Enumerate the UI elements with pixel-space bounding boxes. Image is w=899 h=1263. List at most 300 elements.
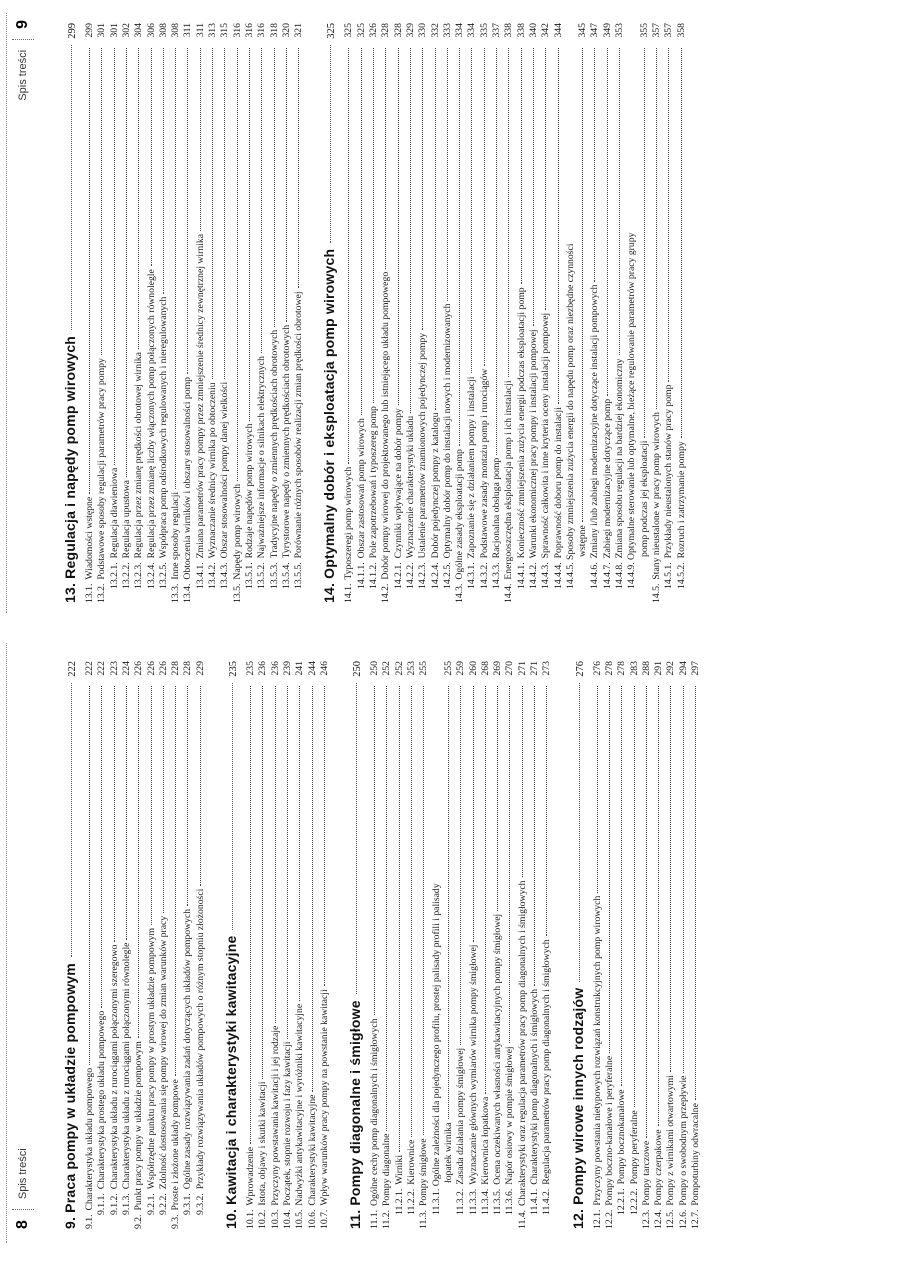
chapter-page: 250 — [352, 661, 364, 677]
toc-entry[interactable] — [256, 23, 268, 589]
entry-text: Pompy peryferalne — [628, 1110, 640, 1185]
entry-number: 12.5. — [665, 1209, 677, 1229]
toc-entry[interactable] — [468, 661, 480, 1215]
entry-number: 10.5. — [294, 1209, 306, 1229]
leader-dots — [261, 48, 262, 353]
entry-number: 14.1.1. — [355, 562, 367, 589]
entry-text: Zasada działania pompy śmigłowej — [455, 1047, 467, 1185]
entry-number: 13.4.3. — [219, 562, 231, 589]
leader-dots — [497, 686, 498, 911]
chapter-title-text: Regulacja i napędy pomp wirowych — [62, 335, 78, 579]
leader-dots — [534, 686, 535, 986]
leader-dots — [114, 48, 115, 465]
entry-number: 9.3. — [170, 1214, 182, 1229]
toc-entry[interactable] — [577, 23, 589, 557]
leader-dots — [545, 48, 546, 310]
leader-dots — [521, 48, 522, 284]
toc-entry[interactable] — [639, 23, 651, 557]
entry-text: Najważniejsze informacje o silnikach elektrycznych — [256, 356, 268, 559]
toc-entry[interactable] — [356, 23, 368, 589]
entry-text: Pompoturbiny odwracalne — [690, 1103, 701, 1206]
entry-page: 222 — [84, 661, 95, 676]
toc-entry[interactable] — [629, 661, 641, 1215]
entry-text: Ogólne zasady rozwiązywania zadań dotyczących układów pompowych — [182, 908, 194, 1190]
leader-dots — [670, 686, 671, 1072]
entry-number: 11.3.3. — [467, 1188, 479, 1215]
entry-number: 9.2. — [133, 1214, 145, 1229]
leader-dots — [485, 686, 486, 1094]
entry-number: 12.7. — [690, 1209, 701, 1229]
entry-text: Optymalny dobór pomp do instalacji nowych i modernizowanych — [441, 303, 453, 559]
toc-entry[interactable] — [293, 23, 305, 589]
chapter-title — [321, 249, 337, 603]
leader-dots — [275, 686, 276, 1023]
toc-entry[interactable] — [121, 661, 133, 1215]
toc-entry[interactable] — [504, 661, 516, 1215]
entry-page: 288 — [640, 661, 652, 676]
chapter-heading[interactable] — [321, 23, 337, 603]
chapter-number: 14. — [321, 578, 338, 603]
leader-dots — [200, 686, 201, 886]
leader-dots — [286, 48, 287, 322]
folio-divider — [12, 1209, 34, 1210]
entry-page: 292 — [665, 661, 677, 676]
entry-number: 13.5.3. — [268, 562, 280, 589]
entry-text: Dobór pojedynczej pompy z katalogu — [429, 412, 441, 559]
toc-entry[interactable] — [195, 661, 207, 1215]
toc-entry[interactable] — [528, 23, 540, 589]
toc-entry[interactable] — [281, 23, 293, 589]
toc-entry[interactable] — [466, 23, 478, 589]
leader-dots — [546, 686, 547, 936]
chapter-heading[interactable] — [347, 661, 363, 1229]
entry-page: 271 — [529, 661, 540, 676]
entry-page: 260 — [467, 661, 479, 676]
entry-text: Współrzędne punktu pracy pompy w prostym układzie pompowym — [145, 927, 157, 1190]
leader-dots — [163, 48, 164, 294]
toc-entry[interactable] — [121, 23, 133, 589]
toc-entry[interactable] — [158, 23, 170, 589]
entry-text: Pompy bocznokanałowe — [616, 1089, 628, 1185]
entry-number: 14.2.5. — [441, 562, 453, 589]
toc-entry[interactable] — [232, 23, 244, 603]
leader-dots — [200, 48, 201, 231]
leader-dots — [508, 48, 509, 377]
top-dotted-rule — [6, 13, 7, 613]
chapter-title-text: Kawitacja i charakterystyki kawitacyjne — [223, 935, 239, 1205]
entry-page: 276 — [591, 661, 603, 676]
toc-entry[interactable] — [541, 661, 553, 1215]
entry-number: 14.5. — [650, 583, 662, 603]
toc-entry[interactable] — [604, 661, 616, 1229]
leader-dots — [356, 683, 357, 995]
entry-number: 9.3.2. — [194, 1193, 206, 1215]
leader-dots — [447, 48, 448, 301]
toc-entry[interactable] — [430, 23, 442, 589]
toc-entry[interactable] — [133, 661, 145, 1229]
entry-text: Ogólne zależności dla pojedynczego profilu, prostej palisady profili i palisady — [430, 883, 442, 1189]
entry-number: 14.5.2. — [675, 562, 687, 589]
toc-entry[interactable] — [368, 23, 380, 589]
toc-entry[interactable] — [133, 23, 145, 589]
leader-dots — [361, 48, 362, 415]
leader-dots — [151, 686, 152, 925]
entry-number: 9.1. — [84, 1214, 95, 1229]
entry-text: Wyznaczanie średnicy wirnika po obtoczeniu — [207, 382, 218, 559]
toc-entry[interactable] — [443, 661, 455, 1183]
entry-number: 12.2.2. — [628, 1188, 640, 1215]
toc-entry[interactable] — [405, 23, 417, 589]
toc-entry[interactable] — [257, 661, 269, 1229]
leader-dots — [423, 686, 424, 1135]
entry-number: 14.3.1. — [466, 562, 478, 589]
toc-entry[interactable] — [651, 23, 663, 603]
entry-text: Napędy pomp wirowych — [231, 483, 243, 580]
entry-page: 239 — [281, 661, 293, 676]
entry-page: 316 — [243, 23, 255, 38]
entry-text: Porównanie różnych sposobów realizacji zmian prędkości obrotowej — [293, 291, 305, 559]
entry-number: 11.3.5. — [492, 1188, 504, 1215]
entry-page: 316 — [256, 23, 268, 38]
toc-entry[interactable] — [96, 23, 108, 603]
entry-text: Inne sposoby regulacji — [170, 491, 182, 580]
entry-text: Pompy boczno-kanałowe i peryferalne — [603, 1055, 615, 1206]
entry-text: Przykłady nieustalonych stanów pracy pomp — [663, 384, 675, 559]
leader-dots — [330, 45, 331, 243]
leader-dots — [619, 48, 620, 355]
entry-page: 338 — [503, 23, 515, 38]
toc-entry[interactable] — [553, 23, 565, 589]
entry-page: 304 — [133, 23, 145, 38]
chapter-title — [62, 963, 78, 1229]
toc-entry[interactable] — [442, 23, 454, 589]
entry-text: Obszar stosowalności pompy danej wielkości — [219, 381, 231, 559]
toc-entry[interactable] — [319, 661, 331, 1229]
leader-dots — [187, 48, 188, 374]
toc-entry-line[interactable] — [565, 243, 577, 589]
toc-entry[interactable] — [480, 661, 492, 1215]
entry-number: 14.3. — [454, 583, 466, 603]
entry-page: 332 — [429, 23, 441, 38]
toc-entry[interactable] — [394, 661, 406, 1215]
entry-text: Charakterystyka układu pompowego — [84, 1067, 95, 1211]
entry-number: 13.2. — [96, 583, 108, 603]
leader-dots — [683, 686, 684, 1073]
toc-entry[interactable] — [479, 23, 491, 589]
chapter-title — [62, 336, 78, 603]
toc-entry[interactable] — [294, 661, 306, 1229]
leader-dots — [187, 686, 188, 906]
entry-number: 14.4.2. — [527, 562, 539, 589]
leader-dots — [312, 686, 313, 1092]
toc-entry[interactable] — [307, 661, 319, 1229]
page-number: 8 — [14, 1220, 31, 1229]
leader-dots — [681, 48, 682, 438]
entry-number: 11.3.6. — [504, 1188, 516, 1215]
leader-dots — [621, 686, 622, 1086]
entry-text: Zmiany i/lub zabiegi modernizacyjne dotyczące instalacji pompowych — [589, 284, 601, 559]
toc-entry[interactable] — [417, 23, 429, 589]
entry-page: 224 — [120, 661, 132, 676]
entry-text: Przykłady rozwiązywania układów pompowych o różnym stopniu złożoności — [194, 888, 206, 1190]
entry-text: Dobór pompy wirowej do projektowanego lub istniejącego układu pompowego — [380, 271, 392, 580]
entry-text: Pompy o swobodnym przepływie — [677, 1075, 689, 1206]
entry-number: 13.5.4. — [280, 562, 292, 589]
entry-number: 14.4.8. — [614, 562, 625, 589]
entry-text: Warunki ekonomicznej pracy pompy i instalacji pompowej — [527, 329, 539, 559]
toc-entry[interactable] — [517, 661, 529, 1229]
toc-entry[interactable] — [270, 661, 282, 1229]
leader-dots — [89, 48, 90, 494]
toc-entry[interactable] — [641, 661, 653, 1229]
leader-dots — [522, 686, 523, 877]
toc-entry[interactable] — [182, 23, 194, 603]
entry-number: 14.4.7. — [601, 562, 613, 589]
entry-page: 334 — [454, 23, 466, 38]
entry-text: Tyrystorowe napędy o zmiennych prędkościach obrotowych — [280, 324, 292, 559]
chapter-heading[interactable] — [570, 661, 586, 1229]
entry-page: 329 — [404, 23, 416, 38]
entry-text: Stany nieustalone w pracy pomp wirowych — [650, 412, 662, 580]
toc-entry[interactable] — [665, 661, 677, 1229]
entry-number: 14.4.3. — [540, 562, 552, 589]
leader-dots — [163, 686, 164, 913]
entry-number: 9.2.2. — [157, 1193, 169, 1215]
entry-page: 291 — [653, 661, 665, 676]
entry-number: 13.4.2. — [207, 562, 218, 589]
entry-number: 13.5. — [231, 583, 243, 603]
leader-dots — [224, 48, 225, 379]
entry-text: Racjonalna obsługa pomp — [491, 457, 502, 559]
entry-page: 235 — [245, 661, 256, 676]
entry-text: Kierownice — [406, 1139, 417, 1185]
leader-dots — [126, 48, 127, 477]
toc-entry[interactable] — [503, 23, 515, 603]
entry-number: 11.1. — [369, 1209, 381, 1229]
chapter-number: 12. — [569, 1204, 586, 1229]
toc-entry[interactable] — [170, 661, 182, 1229]
leader-dots — [399, 686, 400, 1152]
entry-page: 338 — [515, 23, 527, 38]
toc-entry[interactable] — [146, 23, 158, 589]
entry-page: 335 — [478, 23, 490, 38]
leader-dots — [558, 48, 559, 404]
leader-dots — [212, 48, 213, 379]
toc-entry[interactable] — [492, 661, 504, 1215]
toc-entry[interactable] — [491, 23, 503, 589]
chapter-heading[interactable] — [62, 661, 78, 1229]
toc-entry[interactable] — [84, 661, 96, 1229]
leader-dots — [435, 48, 436, 410]
entry-number: 11.3.1. — [430, 1188, 442, 1215]
toc-entry[interactable] — [614, 23, 626, 589]
chapter-page: 276 — [574, 661, 586, 677]
entry-text: Wiadomości wstępne — [84, 496, 95, 580]
entry-number: 11.3. — [418, 1209, 430, 1229]
entry-number: 11.2.1. — [393, 1188, 405, 1215]
leader-dots — [509, 686, 510, 1043]
right-folio — [12, 20, 34, 101]
entry-page: 268 — [479, 661, 491, 676]
chapter-title-text: Pompy diagonalne i śmigłowe — [347, 1000, 364, 1206]
entry-page: 311 — [194, 23, 206, 38]
toc-entry[interactable] — [540, 23, 552, 589]
entry-text: Charakterystyki kawitacyjne — [306, 1094, 318, 1206]
toc-entry[interactable] — [455, 661, 467, 1215]
entry-number: 9.2.1. — [145, 1193, 157, 1215]
toc-entry[interactable] — [343, 23, 355, 603]
entry-text: Pole zapotrzebowań i typoszereg pomp — [368, 406, 379, 559]
entry-page: 278 — [616, 661, 628, 676]
toc-entry[interactable] — [182, 661, 194, 1215]
entry-page: 333 — [441, 23, 453, 38]
toc-entry[interactable] — [690, 661, 702, 1229]
entry-page: 308 — [170, 23, 182, 38]
toc-entry[interactable] — [84, 23, 96, 603]
entry-text: Regulacja parametrów pracy pomp diagonalnych i śmigłowych — [541, 939, 553, 1185]
leader-dots — [473, 686, 474, 942]
toc-entry-line[interactable] — [626, 233, 638, 589]
leader-dots — [348, 48, 349, 464]
entry-text: Nadwyżki antykawitacyjne i wyróżniki kawitacyjne — [294, 1003, 306, 1206]
toc-entry[interactable] — [676, 23, 688, 589]
entry-text: Istota, objawy i skutki kawitacji — [257, 1081, 269, 1206]
entry-number: 13.4. — [182, 583, 194, 603]
toc-entry[interactable] — [663, 23, 675, 589]
entry-page: 302 — [120, 23, 132, 38]
toc-entry[interactable] — [381, 661, 393, 1229]
entry-number: 10.6. — [306, 1209, 318, 1229]
leader-dots — [138, 48, 139, 349]
entry-number: 11.4. — [516, 1209, 528, 1229]
toc-entry[interactable] — [653, 661, 665, 1229]
entry-page: 340 — [527, 23, 539, 38]
entry-text: Napór osiowy w pompie śmigłowej — [504, 1046, 516, 1185]
entry-page: 349 — [601, 23, 613, 38]
entry-text: Sprawność całkowita i inne kryteria oceny instalacji pompowej — [540, 312, 552, 559]
chapter-page: 235 — [228, 661, 239, 677]
entry-page: 270 — [504, 661, 516, 676]
entry-number: 9.1.2. — [108, 1193, 120, 1215]
toc-entry[interactable] — [602, 23, 614, 589]
toc-entry[interactable] — [454, 23, 466, 603]
entry-page: 325 — [355, 23, 367, 38]
entry-page: 294 — [677, 661, 689, 676]
toc-entry[interactable] — [96, 661, 108, 1215]
entry-number: 14.5.1. — [663, 562, 675, 589]
entry-page: 328 — [380, 23, 392, 38]
entry-page: 229 — [194, 661, 206, 676]
entry-number: 14.4.9. — [626, 562, 638, 589]
entry-page: 223 — [108, 661, 120, 676]
toc-entry[interactable] — [589, 23, 601, 589]
toc-entry[interactable] — [418, 661, 430, 1229]
leader-dots — [658, 686, 659, 1126]
toc-entry[interactable] — [393, 23, 405, 589]
toc-entry[interactable] — [369, 661, 381, 1229]
entry-page: 325 — [343, 23, 355, 38]
toc-entry[interactable] — [269, 23, 281, 589]
leader-dots — [422, 48, 423, 330]
toc-entry[interactable] — [245, 661, 257, 1229]
toc-entry-line[interactable] — [431, 883, 443, 1215]
leader-dots — [597, 686, 598, 893]
entry-page: 337 — [491, 23, 502, 38]
toc-entry[interactable] — [158, 661, 170, 1215]
entry-page: 357 — [650, 23, 662, 38]
entry-number: 9.3.1. — [182, 1193, 194, 1215]
chapter-number: 11. — [347, 1205, 364, 1229]
entry-text: Charakterystyka prostego układu pompowego — [96, 1010, 108, 1190]
toc-entry[interactable] — [109, 661, 121, 1215]
chapter-heading[interactable] — [223, 661, 239, 1229]
chapter-page: 299 — [67, 23, 78, 39]
toc-entry[interactable] — [592, 661, 604, 1229]
toc-entry[interactable] — [406, 661, 418, 1215]
leader-dots — [175, 686, 176, 1076]
entry-page: 259 — [455, 661, 467, 676]
entry-number: 13.2.4. — [145, 562, 157, 589]
entry-number: 14.3.2. — [478, 562, 490, 589]
entry-page: 228 — [182, 661, 194, 676]
toc-entry[interactable] — [146, 661, 158, 1215]
toc-entry[interactable] — [219, 23, 231, 589]
chapter-heading[interactable] — [62, 23, 78, 603]
entry-text: Czynniki wpływające na dobór pompy — [392, 408, 404, 559]
toc-entry[interactable] — [516, 23, 528, 589]
entry-number: 14.2.3. — [417, 562, 429, 589]
toc-entry[interactable] — [282, 661, 294, 1229]
toc-entry[interactable] — [170, 23, 182, 603]
entry-text: Zapoznanie się z działaniem pompy i instalacji — [466, 376, 478, 559]
entry-page: 255 — [418, 661, 430, 676]
toc-entry[interactable] — [616, 661, 628, 1215]
entry-text: Przyczyny powstania nietypowych rozwiązań konstrukcyjnych pomp wirowych — [591, 895, 603, 1206]
entry-number: 12.4. — [653, 1209, 665, 1229]
leader-dots — [274, 48, 275, 327]
leader-dots — [287, 686, 288, 1039]
entry-number: 12.3. — [640, 1209, 652, 1229]
entry-number: 12.1. — [591, 1209, 603, 1229]
entry-number: 13.5.1. — [243, 562, 255, 589]
leader-dots — [324, 686, 325, 986]
toc-entry[interactable] — [678, 661, 690, 1229]
toc-entry[interactable] — [195, 23, 207, 589]
entry-number: 13.2.2. — [120, 562, 132, 589]
entry-number: 13.1. — [84, 583, 95, 603]
toc-entry[interactable] — [109, 23, 121, 589]
entry-text: Charakterystyki pomp diagonalnych i śmigłowych — [529, 988, 540, 1185]
toc-entry[interactable] — [207, 23, 219, 589]
chapter-title-text: Pompy wirowe innych rodzajów — [569, 987, 586, 1205]
toc-entry[interactable] — [244, 23, 256, 589]
entry-text: Pompy śmigłowe — [418, 1138, 430, 1206]
entry-number: 10.3. — [269, 1209, 281, 1229]
entry-text: Tradycyjne napędy o zmiennych prędkościach obrotowych — [268, 329, 280, 559]
entry-page: 278 — [603, 661, 615, 676]
toc-entry[interactable] — [529, 661, 541, 1215]
entry-text: Charakterystyka układu z rurociągami połączonymi szeregowo — [108, 944, 120, 1190]
entry-text: Zmiana sposobu regulacji na bardziej ekonomiczny — [614, 358, 625, 559]
toc-entry[interactable] — [380, 23, 392, 603]
leader-dots — [175, 48, 176, 489]
entry-page: 301 — [108, 23, 120, 38]
leader-dots — [299, 686, 300, 1001]
entry-text: Pompy tarczowe — [640, 1140, 652, 1206]
entry-number: 14.1. — [343, 583, 355, 603]
entry-text: Pompy czerpakowe — [653, 1129, 665, 1206]
entry-number: 14.4.4. — [552, 562, 564, 589]
